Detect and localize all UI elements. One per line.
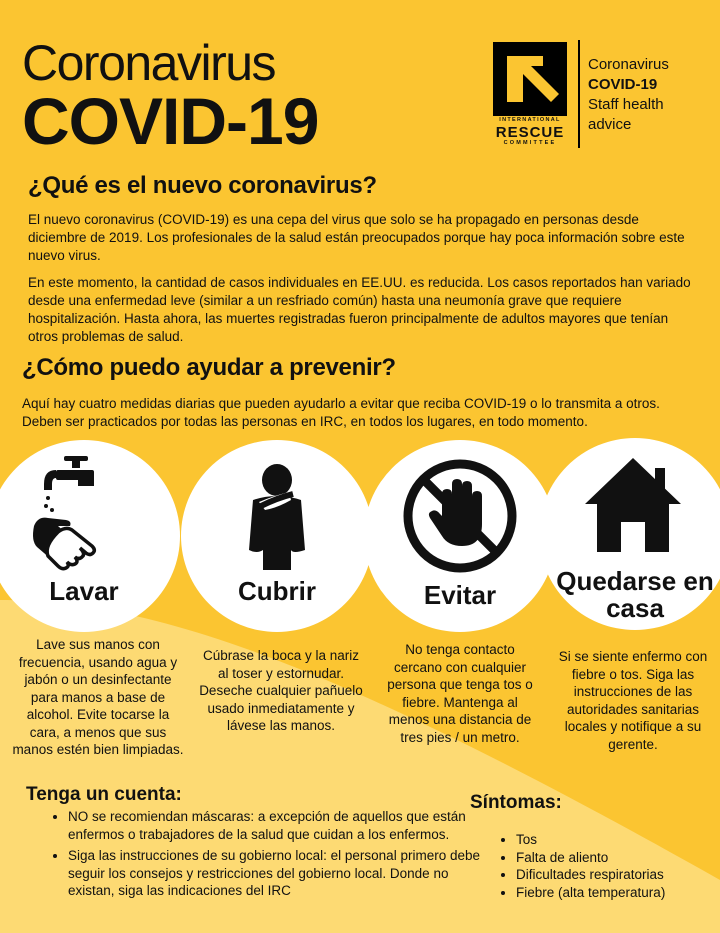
prevent-heading: ¿Cómo puedo ayudar a prevenir? <box>22 354 396 381</box>
notes-item: • NO se recomiendan máscaras: a excepción de aquellos que están enfermos o trabajadores de la salud que cuidan a los enfermos. <box>68 808 490 843</box>
irc-logo-text <box>489 118 571 146</box>
measure-label-cover: Cubrir <box>238 576 316 606</box>
logo-line1: INTERNATIONAL <box>499 117 561 123</box>
notes-heading: Tenga un cuenta: <box>26 784 182 805</box>
logo-line3: COMMITTEE <box>503 139 557 146</box>
measure-card-wash <box>0 440 180 632</box>
measure-card-avoid <box>364 440 556 632</box>
side-info-line2: COVID-19 <box>588 76 658 93</box>
notes-item: • Siga las instrucciones de su gobierno local: el personal primero debe seguir los consejos y restricciones del gobierno local. Donde no existan, siga las indicaciones del IRC <box>68 847 490 900</box>
symptom-item: • Falta de aliento <box>516 849 720 867</box>
cough-cover-icon <box>241 462 313 574</box>
measure-label-avoid: Evitar <box>423 580 497 610</box>
symptom-item: • Fiebre (alta temperatura) <box>516 884 720 902</box>
what-is-para2: En este momento, la cantidad de casos individuales en EE.UU. es reducida. Los casos reportados han variado desde una enfermedad leve (similar a un resfriado común) hasta una neumonía grave que requiere hospitalización. Hasta ahora, las muertes registradas fueron principalmente de adultos mayores que tenían otros problemas de salud. <box>28 275 691 344</box>
no-contact-icon <box>400 456 520 576</box>
measure-desc-wash: Lave sus manos con frecuencia, usando agua y jabón o un desinfectante para manos a base de alcohol. Evite tocarse la cara, a menos que sus manos estén bien limpiadas. <box>12 637 184 757</box>
header-divider <box>578 40 580 148</box>
symptoms-heading: Síntomas: <box>470 792 562 813</box>
what-is-heading: ¿Qué es el nuevo coronavirus? <box>28 172 377 199</box>
measure-desc-cover: Cúbrase la boca y la nariz al toser y estornudar. Deseche cualquier pañuelo usado inmediatamente y lávese las manos. <box>199 648 363 733</box>
irc-logo <box>493 42 567 116</box>
logo-line2: RESCUE <box>495 123 565 141</box>
prevent-intro: Aquí hay cuatro medidas diarias que pueden ayudarlo a evitar que reciba COVID-19 o lo transmita a otros. Deben ser practicados por todas las personas en IRC, en todos los lugares, en todo momento. <box>22 396 660 429</box>
title-line1: Coronavirus <box>22 35 276 91</box>
what-is-para1: El nuevo coronavirus (COVID-19) es una cepa del virus que solo se ha propagado en personas desde diciembre de 2019. Los profesionales de la salud están preocupados porque hay poca información sobre este nuevo virus. <box>28 212 685 263</box>
title-line2: COVID-19 <box>22 84 319 158</box>
house-icon <box>583 456 683 552</box>
symptoms-list <box>470 831 720 901</box>
symptom-item: • Tos <box>516 831 720 849</box>
irc-logo-mark-icon <box>493 42 567 116</box>
side-info-line4: advice <box>588 116 632 133</box>
measure-desc-avoid: No tenga contacto cercano con cualquier persona que tenga tos o fiebre. Mantenga al menos una distancia de tres pies / un metro. <box>387 642 533 745</box>
notes-list <box>24 808 490 904</box>
measure-label-wash: Lavar <box>49 576 119 606</box>
symptom-item: • Dificultades respiratorias <box>516 866 720 884</box>
side-info-line3: Staff health <box>588 96 664 113</box>
side-info-line1: Coronavirus <box>588 56 669 73</box>
measure-label-stay: Quedarse en casa <box>556 566 714 624</box>
measure-desc-stay: Si se siente enfermo con fiebre o tos. Siga las instrucciones de las autoridades sanitarias locales y notifique a su gerente. <box>558 649 708 752</box>
hand-washing-icon <box>28 454 120 574</box>
measure-card-cover <box>181 440 373 632</box>
side-info <box>588 55 669 135</box>
measure-card-stay <box>539 438 720 630</box>
